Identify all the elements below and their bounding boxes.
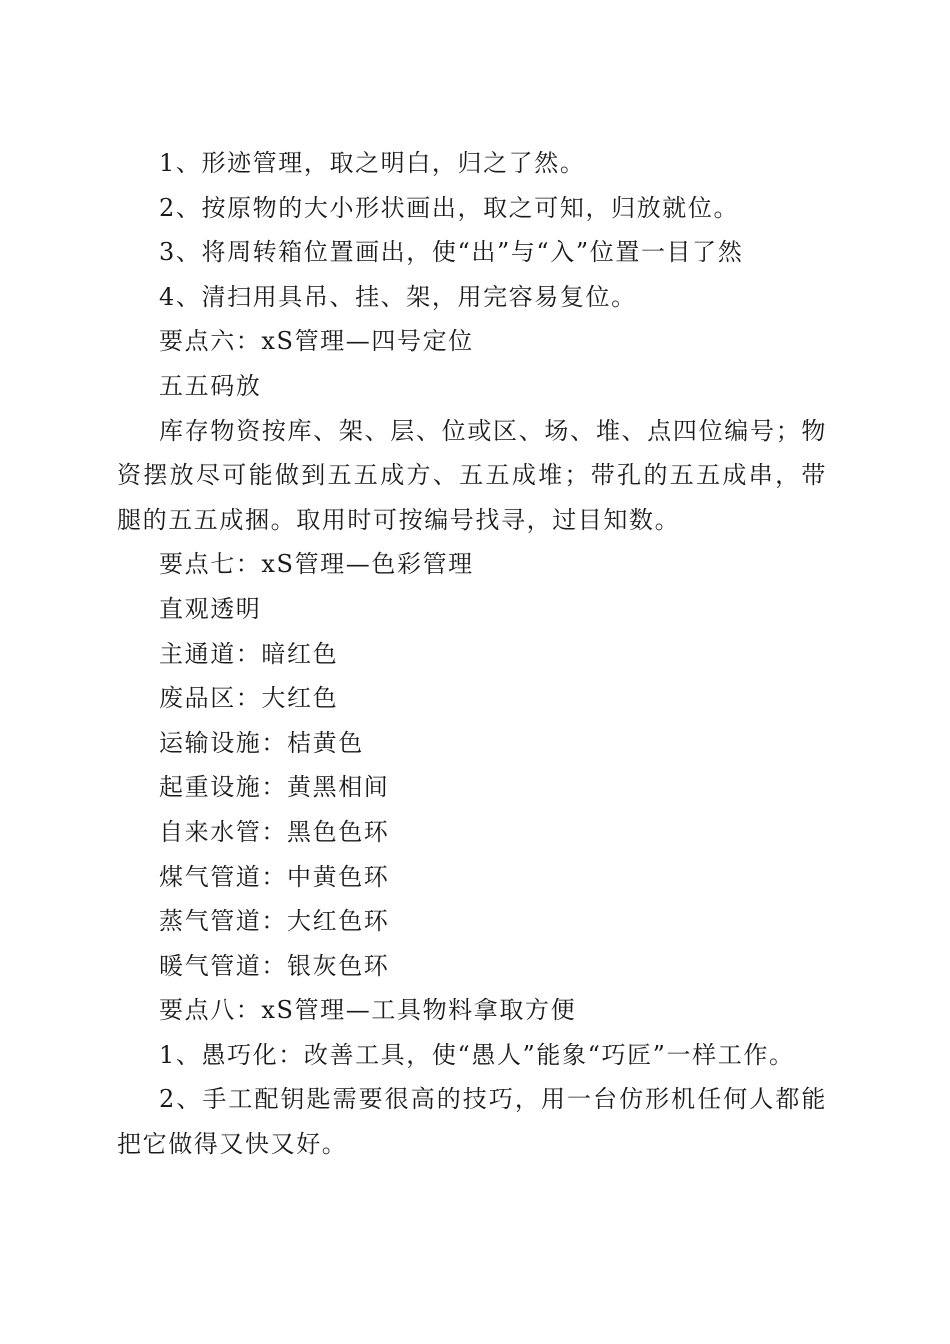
paragraph-foolproof-tools: 1、愚巧化：改善工具，使“愚人”能象“巧匠”一样工作。 xyxy=(159,1040,795,1069)
paragraph-outline-shapes: 2、按原物的大小形状画出，取之可知，归放就位。 xyxy=(159,193,740,222)
color-item-main-aisle: 主通道：暗红色 xyxy=(159,639,339,668)
color-item-lifting: 起重设施：黄黑相间 xyxy=(159,773,390,802)
paragraph-cleaning-tools: 4、清扫用具吊、挂、架，用完容易复位。 xyxy=(159,282,637,311)
document-body xyxy=(117,141,827,1167)
subheading-visual-transparency: 直观透明 xyxy=(159,594,262,623)
color-item-heating-pipe: 暖气管道：银灰色环 xyxy=(159,951,390,980)
color-item-steam-pipe: 蒸气管道：大红色环 xyxy=(159,907,390,936)
heading-point-eight: 要点八：xS管理—工具物料拿取方便 xyxy=(159,996,577,1025)
paragraph-key-duplicator: 2、手工配钥匙需要很高的技巧，用一台仿形机任何人都能把它做得又快又好。 xyxy=(117,1085,827,1159)
paragraph-turnover-box: 3、将周转箱位置画出，使“出”与“入”位置一目了然 xyxy=(159,238,744,267)
heading-point-six: 要点六：xS管理—四号定位 xyxy=(159,327,474,356)
subheading-five-five-stacking: 五五码放 xyxy=(159,371,262,400)
heading-point-seven: 要点七：xS管理—色彩管理 xyxy=(159,550,474,579)
color-item-scrap-area: 废品区：大红色 xyxy=(159,684,339,713)
color-item-gas-pipe: 煤气管道：中黄色环 xyxy=(159,862,390,891)
color-item-transport: 运输设施：桔黄色 xyxy=(159,728,364,757)
paragraph-shadow-board: 1、形迹管理，取之明白，归之了然。 xyxy=(159,149,586,177)
color-item-water-pipe: 自来水管：黑色色环 xyxy=(159,817,390,846)
paragraph-inventory-numbering: 库存物资按库、架、层、位或区、场、堆、点四位编号；物资摆放尽可能做到五五成方、五五成堆；带孔的五五成串，带腿的五五成捆。取用时可按编号找寻，过目知数。 xyxy=(117,416,827,534)
